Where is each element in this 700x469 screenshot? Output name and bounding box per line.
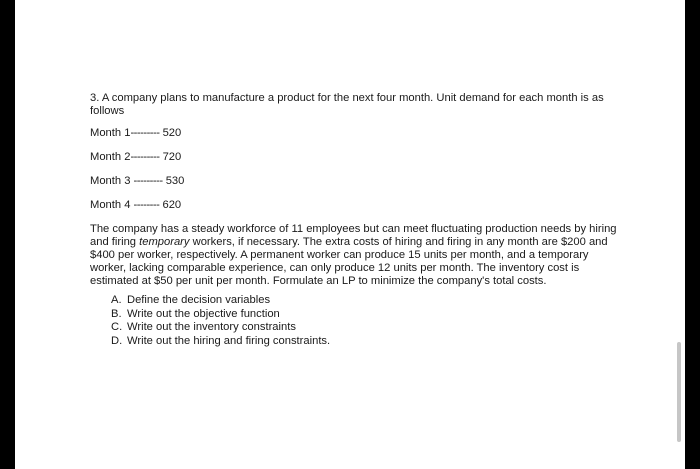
task-letter: C.	[111, 321, 123, 333]
demand-dashes: ---------	[130, 151, 160, 163]
task-item-c	[111, 321, 620, 334]
task-item-d	[111, 335, 620, 348]
problem-intro: 3. A company plans to manufacture a product for the next four month. Unit demand for each month is as follows	[90, 92, 604, 117]
description-italic-word: temporary	[139, 236, 190, 248]
demand-value: 530	[165, 175, 185, 187]
task-item-a	[111, 294, 620, 307]
task-list	[90, 294, 620, 348]
demand-value: 620	[162, 199, 182, 211]
description-text-start: The company has a steady workforce of 11 employees but can meet fluctuating production needs by hiring and firing	[90, 223, 617, 248]
task-item-b	[111, 308, 620, 321]
demand-row-month-2	[90, 151, 620, 164]
demand-month-label: Month 2	[90, 151, 131, 163]
problem-description	[90, 223, 620, 288]
demand-row-month-4	[90, 199, 620, 212]
demand-dashes: ---------	[133, 175, 163, 187]
task-text: Write out the hiring and firing constraints.	[127, 334, 331, 347]
demand-value: 720	[162, 151, 182, 163]
vertical-scrollbar[interactable]	[677, 342, 681, 442]
task-letter: D.	[111, 334, 123, 347]
demand-row-month-3	[90, 175, 620, 188]
demand-month-label: Month 1	[90, 127, 131, 139]
task-text: Define the decision variables	[127, 294, 271, 306]
document-page	[15, 0, 685, 469]
demand-value: 520	[162, 127, 182, 139]
demand-dashes: ---------	[130, 127, 160, 139]
description-text-end: workers, if necessary. The extra costs of hiring and firing in any month are $200 and $400 per worker, respectively. A permanent worker can produce 15 units per month, and a temporary worker, lacking comparable experience, can only produce 12 units per month. The inventory cost is estimated at $50 per unit per month. Formulate an LP to minimize the company's total costs.	[90, 236, 608, 287]
demand-month-label: Month 4	[90, 199, 131, 211]
demand-row-month-1	[90, 127, 620, 140]
problem-content	[90, 92, 620, 348]
task-text: Write out the objective function	[127, 307, 280, 320]
task-text: Write out the inventory constraints	[127, 321, 296, 333]
task-letter: A.	[111, 294, 122, 306]
demand-month-label: Month 3	[90, 175, 131, 187]
task-letter: B.	[111, 307, 122, 320]
demand-dashes: --------	[133, 199, 160, 211]
